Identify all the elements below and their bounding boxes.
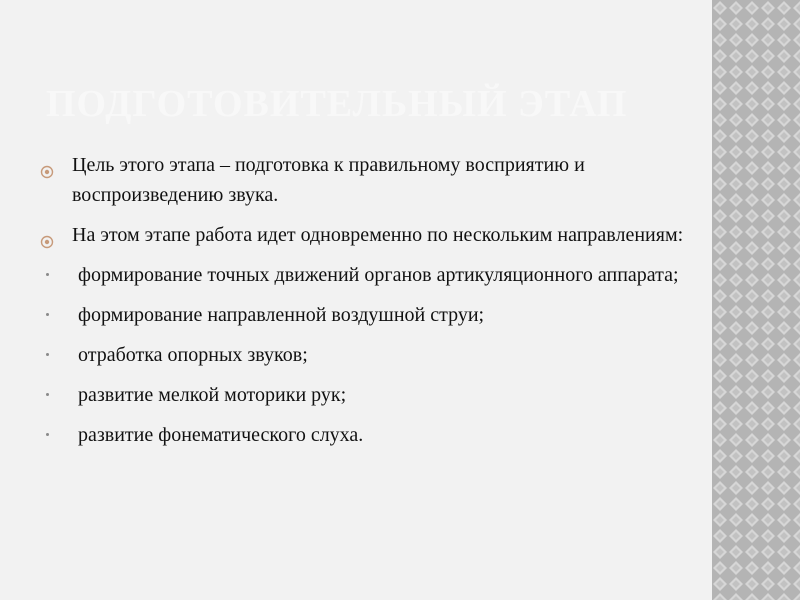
circle-bullet-icon (40, 228, 54, 242)
sub-bullet-item (38, 300, 688, 330)
bullet-text: На этом этапе работа идет одновременно по нескольким направлениям: (72, 224, 684, 246)
circle-bullet-icon (40, 158, 54, 172)
dot-bullet-icon (46, 353, 49, 356)
bullet-list (38, 150, 688, 460)
sub-bullet-item (38, 420, 688, 450)
bullet-item (38, 220, 688, 250)
sub-bullet-text: отработка опорных звуков; (78, 344, 308, 366)
dot-bullet-icon (46, 273, 49, 276)
sub-bullet-text: развитие мелкой моторики рук; (78, 384, 347, 406)
bullet-item (38, 150, 688, 210)
decorative-pattern-strip (712, 0, 800, 600)
slide-title: ПОДГОТОВИТЕЛЬНЫЙ ЭТАП (46, 83, 628, 125)
dot-bullet-icon (46, 393, 49, 396)
bullet-text: Цель этого этапа – подготовка к правильному восприятию и воспроизведению звука. (72, 154, 585, 206)
sub-bullet-item (38, 260, 688, 290)
sub-bullet-text: формирование направленной воздушной струи; (78, 304, 485, 326)
dot-bullet-icon (46, 433, 49, 436)
sub-bullet-item (38, 340, 688, 370)
sub-bullet-item (38, 380, 688, 410)
dot-bullet-icon (46, 313, 49, 316)
sub-bullet-text: развитие фонематического слуха. (78, 424, 364, 446)
sub-bullet-text: формирование точных движений органов артикуляционного аппарата; (78, 264, 679, 286)
